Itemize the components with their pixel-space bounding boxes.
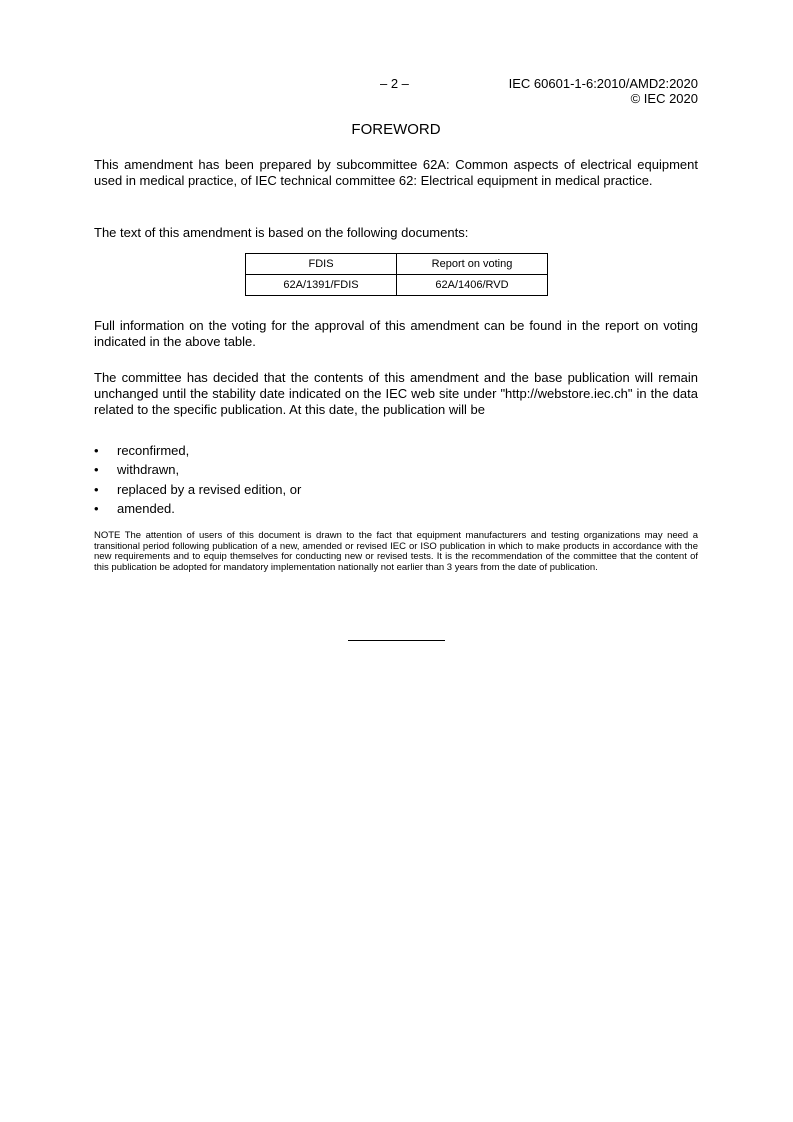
bullet-icon: • — [94, 481, 99, 497]
page-header — [94, 76, 698, 108]
paragraph-prepared-by: This amendment has been prepared by subcommittee 62A: Common aspects of electrical equipment used in medical practice, of IEC technical committee 62: Electrical equipment in medical practice. — [94, 157, 698, 188]
table-row — [246, 275, 548, 296]
end-rule-divider — [348, 640, 445, 641]
paragraph-based-on: The text of this amendment is based on the following documents: — [94, 225, 469, 240]
page-number: – 2 – — [380, 76, 409, 91]
table-header-cell: Report on voting — [397, 254, 548, 275]
list-item — [94, 501, 698, 520]
list-item — [94, 482, 698, 501]
paragraph-stability: The committee has decided that the contents of this amendment and the base publication will remain unchanged until the stability date indicated on the IEC web site under "http://webstore.iec.ch" in the data related to the specific publication. At this date, the publication will be — [94, 370, 698, 417]
documents-table — [245, 253, 548, 296]
copyright-notice: © IEC 2020 — [630, 91, 698, 106]
list-item-text: withdrawn, — [117, 462, 180, 478]
page-title: FOREWORD — [351, 121, 441, 138]
document-id: IEC 60601-1-6:2010/AMD2:2020 — [508, 76, 698, 91]
list-item — [94, 462, 698, 481]
list-item-text: replaced by a revised edition, or — [117, 481, 302, 497]
paragraph-voting-info: Full information on the voting for the approval of this amendment can be found in the report on voting indicated in the above table. — [94, 318, 698, 349]
bullet-icon: • — [94, 500, 99, 516]
table-header-cell: FDIS — [246, 254, 397, 275]
list-item-text: amended. — [117, 500, 175, 516]
note-paragraph: NOTE The attention of users of this document is drawn to the fact that equipment manufacturers and testing organizations may need a transitional period following publication of a new, amended or revised IEC or ISO publication in which to make products in accordance with the new requirements and to equip themselves for conducting new or revised tests. It is the recommendation of the committee that the content of this publication be adopted for mandatory implementation nationally not earlier than 3 years from the date of publication. — [94, 530, 698, 574]
table-cell: 62A/1406/RVD — [397, 275, 548, 296]
bullet-icon: • — [94, 443, 99, 458]
bullet-icon: • — [94, 462, 99, 478]
table-cell: 62A/1391/FDIS — [246, 275, 397, 296]
table-header-row — [246, 254, 548, 275]
list-item — [94, 443, 698, 462]
list-item-text: reconfirmed, — [117, 443, 190, 458]
bullet-list — [94, 443, 698, 520]
